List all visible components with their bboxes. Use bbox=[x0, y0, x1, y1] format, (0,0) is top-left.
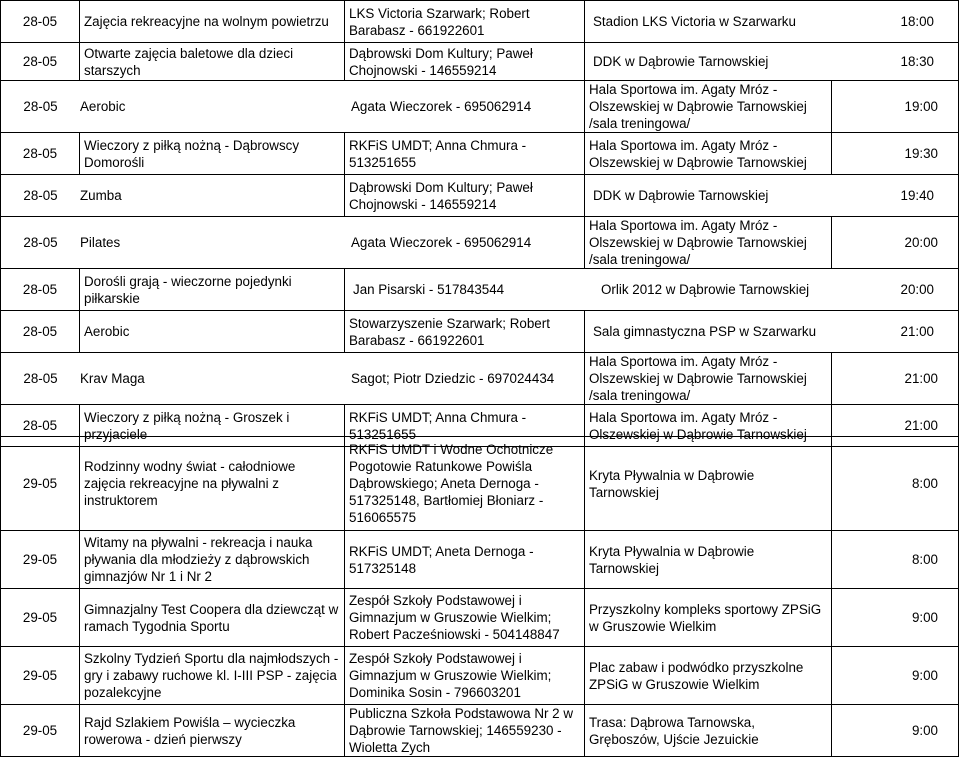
event-text: Krav Maga bbox=[80, 371, 145, 386]
event-text: Pilates bbox=[80, 235, 121, 250]
date-cell: 29-05 bbox=[1, 705, 80, 757]
place-time-cell bbox=[585, 43, 959, 81]
time-text: 21:00 bbox=[900, 324, 935, 339]
date-cell: 29-05 bbox=[1, 531, 80, 589]
place-cell: Trasa: Dąbrowa Tarnowska, Gręboszów, Ujście Jezuickie bbox=[585, 705, 832, 757]
organizer-text: Agata Wieczorek - 695062914 bbox=[351, 235, 532, 250]
table-row bbox=[1, 81, 959, 133]
organizer-cell: RKFiS UMDT i Wodne Ochotnicze Pogotowie Ratunkowe Powiśla Dąbrowskiego; Aneta Dernoga - 517325148, Bartłomiej Błoniarz - 516065575 bbox=[345, 437, 585, 531]
date-cell: 28-05 bbox=[1, 405, 80, 447]
date-text: 28-05 bbox=[23, 188, 58, 203]
event-cell: Wieczory z piłką nożną - Dąbrowscy Domorośli bbox=[80, 133, 345, 175]
date-cell: 28-05 bbox=[1, 269, 80, 311]
time-cell: 8:00 bbox=[832, 531, 959, 589]
place-time-cell bbox=[585, 311, 959, 353]
organizer-cell: Publiczna Szkoła Podstawowa Nr 2 w Dąbrowie Tarnowskiej; 146559230 - Wioletta Zych bbox=[345, 705, 585, 757]
date-text: 28-05 bbox=[23, 235, 58, 250]
date-event-org-cell bbox=[1, 217, 585, 269]
date-cell: 28-05 bbox=[1, 1, 80, 43]
event-cell: Gimnazjalny Test Coopera dla dziewcząt w ramach Tygodnia Sportu bbox=[80, 589, 345, 647]
event-cell: Otwarte zajęcia baletowe dla dzieci starszych bbox=[80, 43, 345, 81]
table-row bbox=[1, 589, 959, 647]
event-text: Zumba bbox=[80, 188, 122, 203]
event-cell: Witamy na pływalni - rekreacja i nauka pływania dla młodzieży z dąbrowskich gimnazjów Nr 1 i Nr 2 bbox=[80, 531, 345, 589]
date-text: 28-05 bbox=[23, 371, 58, 386]
table-row bbox=[1, 311, 959, 353]
time-cell: 9:00 bbox=[832, 705, 959, 757]
place-cell: Plac zabaw i podwódko przyszkolne ZPSiG w Gruszowie Wielkim bbox=[585, 647, 832, 705]
date-cell: 28-05 bbox=[1, 43, 80, 81]
time-cell: 8:00 bbox=[832, 437, 959, 531]
place-cell: Hala Sportowa im. Agaty Mróz - Olszewskiej w Dąbrowie Tarnowskiej /sala treningowa/ bbox=[585, 217, 832, 269]
place-text: DDK w Dąbrowie Tarnowskiej bbox=[593, 188, 769, 203]
time-cell: 21:00 bbox=[832, 353, 959, 405]
date-cell: 29-05 bbox=[1, 437, 80, 531]
date-cell: 28-05 bbox=[1, 311, 80, 353]
event-cell: Szkolny Tydzień Sportu dla najmłodszych - gry i zabawy ruchowe kl. I-III PSP - zajęcia pozalekcyjne bbox=[80, 647, 345, 705]
table-row bbox=[1, 705, 959, 757]
table-row bbox=[1, 43, 959, 81]
place-cell: Przyszkolny kompleks sportowy ZPSiG w Gruszowie Wielkim bbox=[585, 589, 832, 647]
place-cell: Kryta Pływalnia w Dąbrowie Tarnowskiej bbox=[585, 437, 832, 531]
place-cell: Kryta Pływalnia w Dąbrowie Tarnowskiej bbox=[585, 531, 832, 589]
place-text: Orlik 2012 w Dąbrowie Tarnowskiej bbox=[601, 282, 810, 297]
table-row bbox=[1, 531, 959, 589]
table-row bbox=[1, 133, 959, 175]
time-text: 19:40 bbox=[900, 188, 935, 203]
date-cell: 29-05 bbox=[1, 589, 80, 647]
time-cell: 9:00 bbox=[832, 647, 959, 705]
time-cell: 19:00 bbox=[832, 81, 959, 133]
event-cell: Dorośli grają - wieczorne pojedynki piłkarskie bbox=[80, 269, 345, 311]
event-cell: Rajd Szlakiem Powiśla – wycieczka rowerowa - dzień pierwszy bbox=[80, 705, 345, 757]
date-event-org-cell bbox=[1, 81, 585, 133]
date-event-org-cell bbox=[1, 353, 585, 405]
table-row bbox=[1, 647, 959, 705]
time-cell: 19:30 bbox=[832, 133, 959, 175]
organizer-cell: Stowarzyszenie Szarwark; Robert Barabasz - 661922601 bbox=[345, 311, 585, 353]
place-text: Stadion LKS Victoria w Szarwarku bbox=[593, 14, 796, 29]
event-text: Aerobic bbox=[80, 99, 126, 114]
table-row bbox=[1, 217, 959, 269]
org-place-time-cell bbox=[345, 269, 959, 311]
event-cell: Rodzinny wodny świat - całodniowe zajęcia rekreacyjne na pływalni z instruktorem bbox=[80, 437, 345, 531]
table-row bbox=[1, 437, 959, 531]
place-cell: Hala Sportowa im. Agaty Mróz - Olszewskiej w Dąbrowie Tarnowskiej /sala treningowa/ bbox=[585, 353, 832, 405]
table-row bbox=[1, 175, 959, 217]
table-row bbox=[1, 353, 959, 405]
organizer-cell: Zespół Szkoły Podstawowej i Gimnazjum w Gruszowie Wielkim; Robert Pacześniowski - 504148847 bbox=[345, 589, 585, 647]
time-cell: 21:00 bbox=[832, 405, 959, 447]
organizer-cell: RKFiS UMDT; Anna Chmura - 513251655 bbox=[345, 405, 585, 447]
time-cell: 9:00 bbox=[832, 589, 959, 647]
time-text: 18:30 bbox=[900, 54, 935, 69]
organizer-text: Jan Pisarski - 517843544 bbox=[353, 282, 505, 297]
organizer-cell: Zespół Szkoły Podstawowej i Gimnazjum w Gruszowie Wielkim; Dominika Sosin - 796603201 bbox=[345, 647, 585, 705]
organizer-cell: RKFiS UMDT; Anna Chmura - 513251655 bbox=[345, 133, 585, 175]
table-row bbox=[1, 1, 959, 43]
place-cell: Hala Sportowa im. Agaty Mróz - Olszewskiej w Dąbrowie Tarnowskiej bbox=[585, 133, 832, 175]
time-text: 18:00 bbox=[900, 14, 935, 29]
place-cell: Hala Sportowa im. Agaty Mróz - Olszewskiej w Dąbrowie Tarnowskiej /sala treningowa/ bbox=[585, 81, 832, 133]
time-cell: 20:00 bbox=[832, 217, 959, 269]
organizer-cell: Dąbrowski Dom Kultury; Paweł Chojnowski - 146559214 bbox=[345, 43, 585, 81]
place-time-cell bbox=[585, 1, 959, 43]
organizer-text: Sagot; Piotr Dziedzic - 697024434 bbox=[351, 371, 555, 386]
date-text: 28-05 bbox=[23, 99, 58, 114]
table-row bbox=[1, 269, 959, 311]
organizer-cell: LKS Victoria Szarwark; Robert Barabasz - 661922601 bbox=[345, 1, 585, 43]
place-text: DDK w Dąbrowie Tarnowskiej bbox=[593, 54, 769, 69]
schedule-table-29-05 bbox=[0, 436, 959, 757]
place-time-cell bbox=[585, 175, 959, 217]
event-cell: Aerobic bbox=[80, 311, 345, 353]
date-cell: 28-05 bbox=[1, 133, 80, 175]
event-cell: Wieczory z piłką nożną - Groszek i przyjaciele bbox=[80, 405, 345, 447]
organizer-text: Agata Wieczorek - 695062914 bbox=[351, 99, 532, 114]
time-text: 20:00 bbox=[900, 282, 935, 297]
place-text: Sala gimnastyczna PSP w Szarwarku bbox=[593, 324, 817, 339]
event-cell: Zajęcia rekreacyjne na wolnym powietrzu bbox=[80, 1, 345, 43]
organizer-cell: RKFiS UMDT; Aneta Dernoga - 517325148 bbox=[345, 531, 585, 589]
date-event-cell bbox=[1, 175, 345, 217]
place-cell: Hala Sportowa im. Agaty Mróz - Olszewskiej w Dąbrowie Tarnowskiej bbox=[585, 405, 832, 447]
organizer-cell: Dąbrowski Dom Kultury; Paweł Chojnowski - 146559214 bbox=[345, 175, 585, 217]
date-cell: 29-05 bbox=[1, 647, 80, 705]
